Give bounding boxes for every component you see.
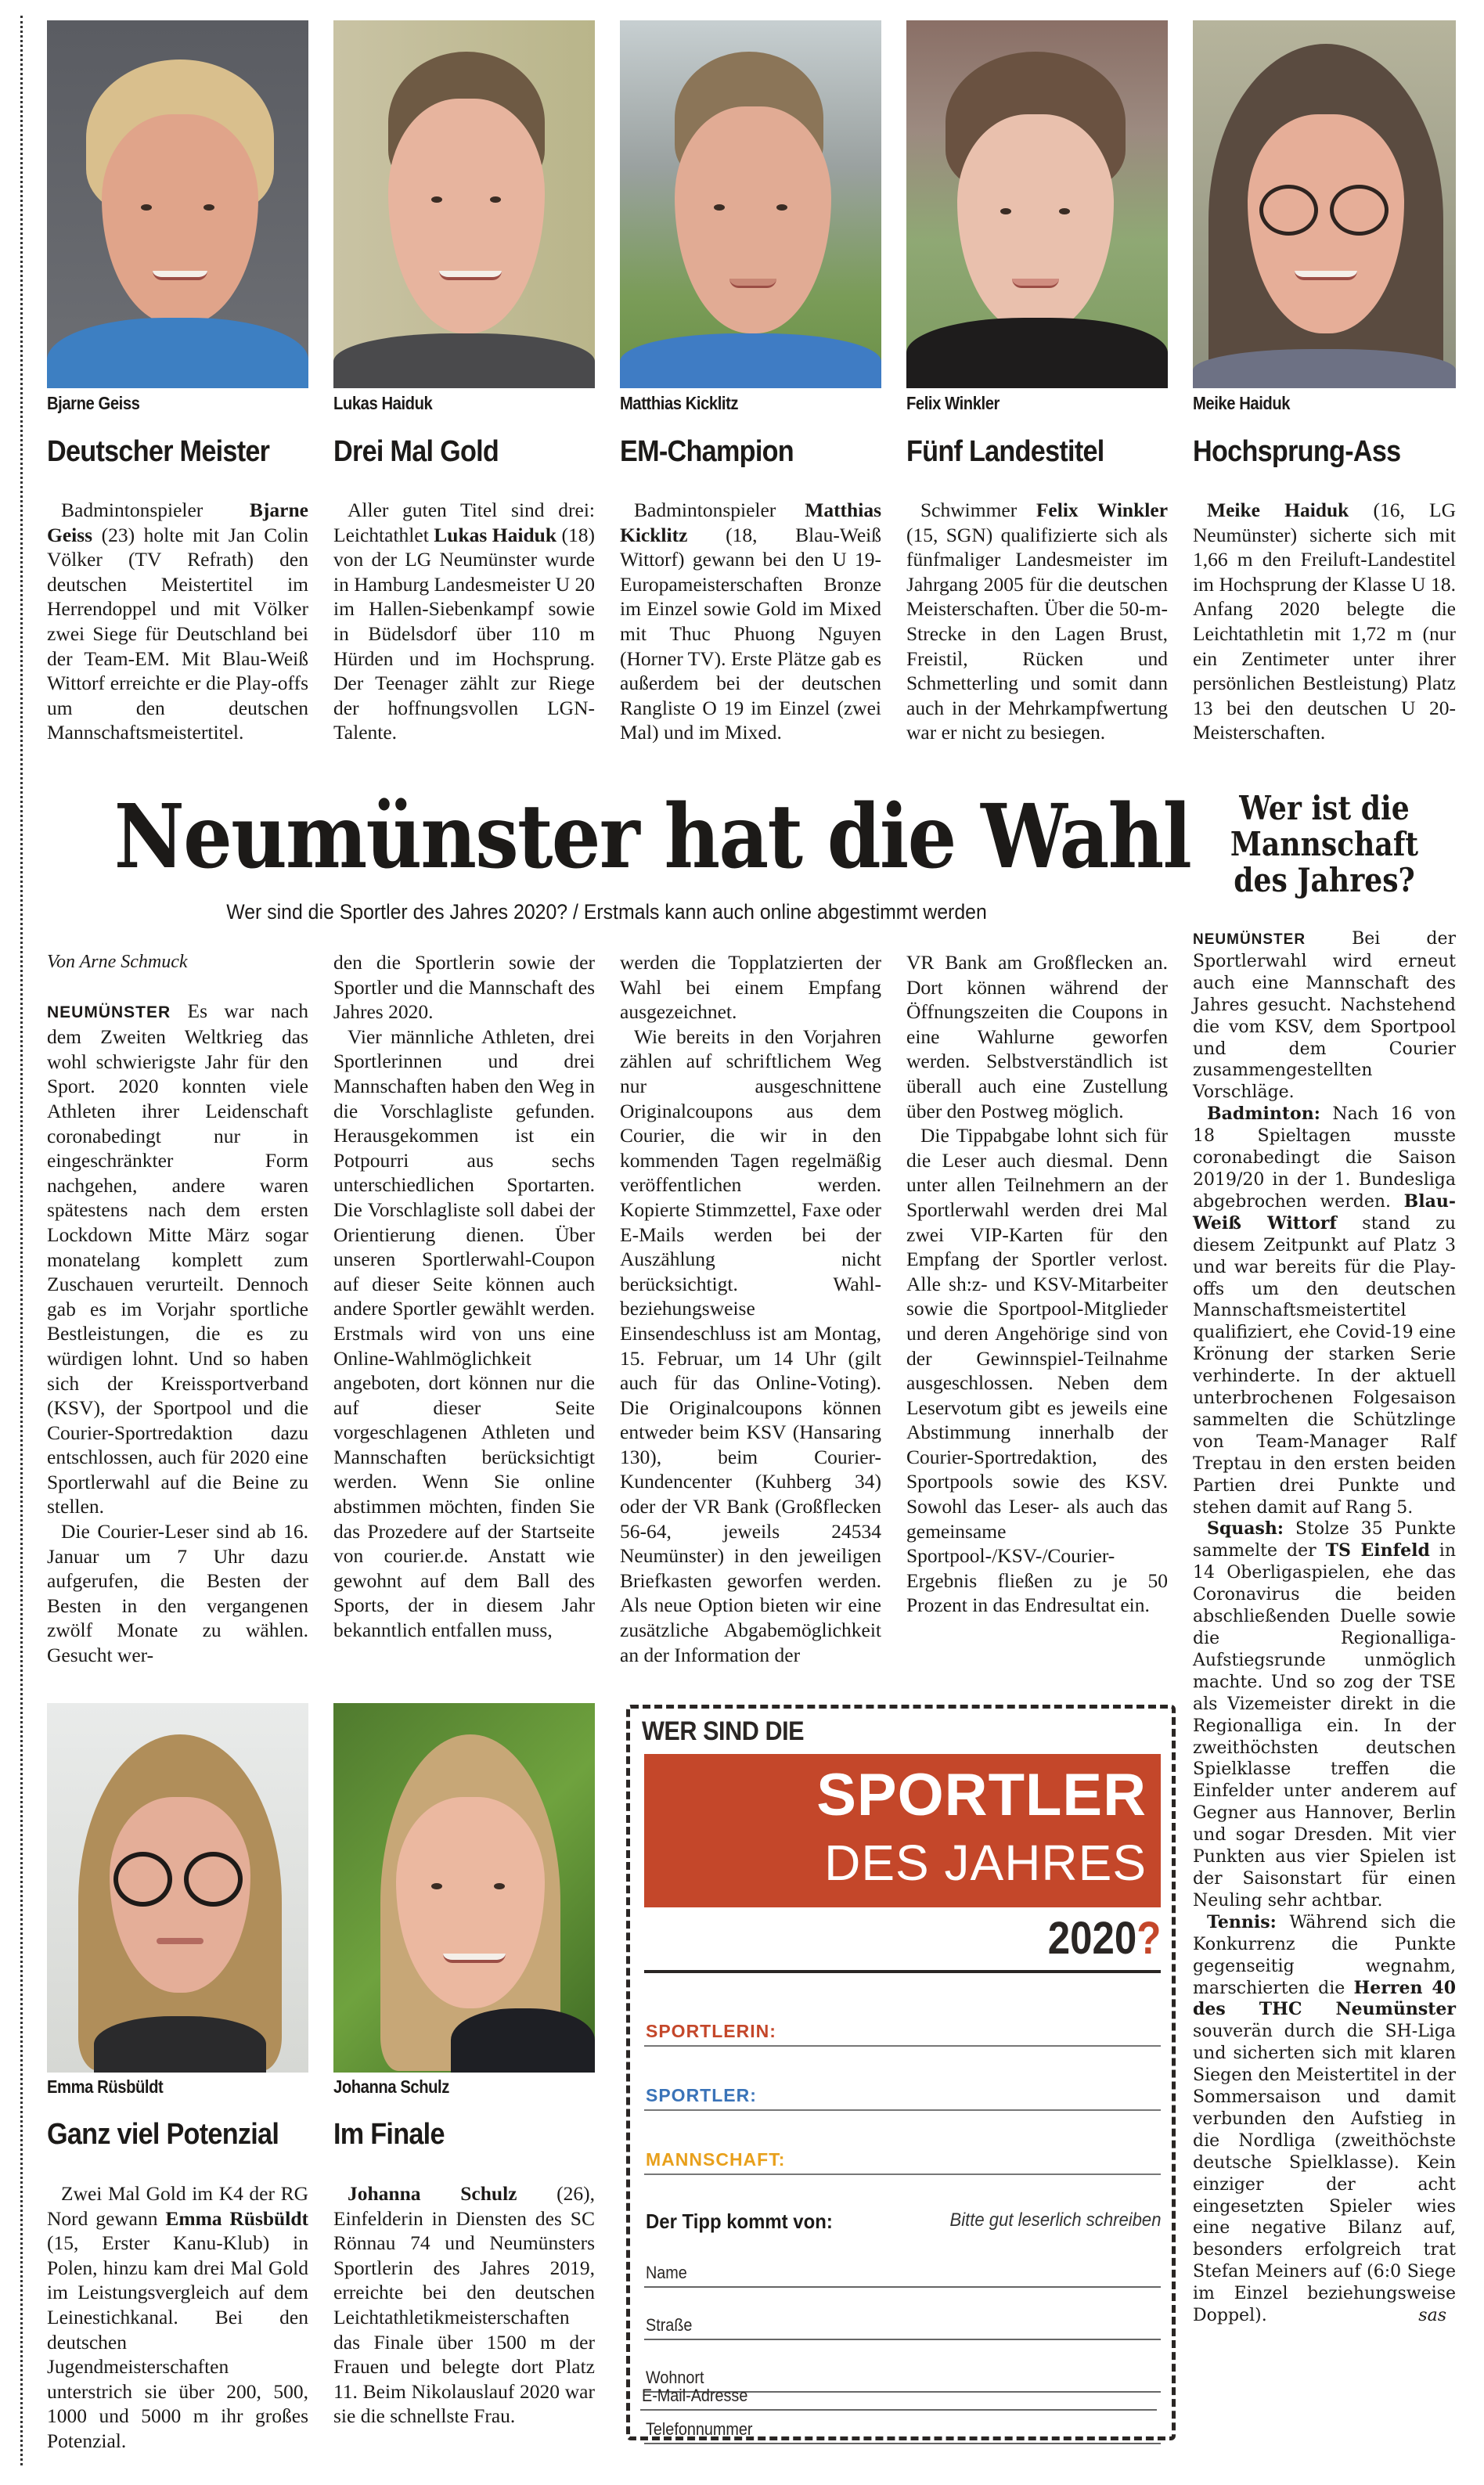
vote-field-sportler[interactable]: [644, 2080, 1161, 2111]
photo-bjarne-geiss: [47, 20, 308, 388]
photo-matthias-kicklitz: [620, 20, 881, 388]
coupon-banner-subtitle: DES JAHRES: [824, 1835, 1147, 1891]
photo-lukas-haiduk: [333, 20, 595, 388]
photo-caption: Bjarne Geiss: [47, 393, 140, 413]
photo-meike-haiduk: [1193, 20, 1456, 388]
field-name[interactable]: Name: [644, 2256, 1161, 2288]
coupon-divider: [644, 1970, 1161, 1973]
article-column-1: Von Arne Schmuck NEUMÜNSTER Es war nach dem Zweiten Weltkrieg das wohl schwierigste Jahr für den Sport. 2020 konnten viele Athleten ihrer Leidenschaft coronabedingt nur in eingeschränkter Form nachgehen, andere waren spätestens nach dem ersten Lockdown Mitte März sogar monatelang komplett zum Zuschauen verurteilt. Dennoch gab es im Vorjahr sportliche Bestleistungen, die es zu würdigen lohnt. Und so haben sich der Kreissportverband (KSV), der Sportpool und die Courier-Sportredaktion dazu entschlossen, auch für 2020 eine Sportlerwahl auf die Beine zu stellen. Die Courier-Leser sind ab 16. Januar um 7 Uhr dazu aufgerufen, die Besten der Besten in den vergangenen zwölf Monate zu wählen. Gesucht wer-: [47, 952, 308, 1667]
article-headline: Neumünster hat die Wahl: [113, 786, 1191, 888]
photo-caption: Johanna Schulz: [333, 2076, 449, 2097]
profile-headline: Ganz viel Potenzial: [47, 2118, 279, 2151]
vote-label: SPORTLERIN:: [646, 2021, 776, 2041]
article-column-3: werden die Topplatzierten der Wahl bei einem Empfang ausgezeichnet. Wie bereits in den Vorjahren zählen auf schriftlichem Weg nur ausgeschnittene Originalcoupons aus dem Courier, die wir in den kommenden Tagen regelmäßig veröffentlichen werden. Kopierte Stimmzettel, Faxe oder E-Mails werden bei der Auszählung nicht berücksichtigt. Wahl- beziehungsweise Einsendeschluss ist am Montag, 15. Februar, um 14 Uhr (gilt auch für das Online-Voting). Die Originalcoupons können entweder beim KSV (Hansaring 130), beim Courier-Kundencenter (Kuhberg 34) oder der VR Bank (Großflecken 56-64, jeweils 24534 Neumünster) in den jeweiligen Briefkasten geworfen werden. Als neue Option bieten wir eine zusätzliche Abgabemöglichkeit an der Information der: [620, 951, 881, 1666]
article-column-4: VR Bank am Großflecken an. Dort können während der Öffnungszeiten die Coupons in eine Wahlurne geworfen werden. Selbstverständlich ist überall auch eine Zustellung über den Postweg möglich. Die Tippabgabe lohnt sich für die Leser auch diesmal. Denn unter allen Teilnehmern an der Sportlerwahl werden drei Mal zwei VIP-Karten für den Empfang der Sportler verlost. Alle sh:z- und KSV-Mitarbeiter sowie die Sportpool-Mitglieder und deren Angehörige sind von der Gewinnspiel-Teilnahme ausgeschlossen. Neben dem Leservotum gibt es jeweils eine Abstimmung innerhalb der Courier-Sportredaktion, des Sportpools sowie des KSV. Sowohl das Leser- als auch das gemeinsame Sportpool-/KSV-/Courier-Ergebnis fließen zu je 50 Prozent in das Endresultat ein.: [906, 951, 1168, 1617]
field-email[interactable]: E-Mail-Adresse: [640, 2379, 1157, 2411]
tipp-hint: Bitte gut leserlich schreiben: [949, 2209, 1161, 2231]
coupon-kicker: WER SIND DIE: [642, 1716, 805, 1746]
profile-text: Aller guten Titel sind drei: Leichtathlet Lukas Haiduk (18) von der LG Neumünster wurde in Hamburg Landesmeister U 20 im Hallen-Siebenkampf sowie in Büdelsdorf über 110 m Hürden und im Hochsprung. Der Teenager zählt zur Riege der hoffnungsvollen LGN-Talente.: [333, 499, 596, 744]
field-phone[interactable]: Telefonnummer: [644, 2413, 1161, 2444]
byline: Von Arne Schmuck: [47, 952, 188, 972]
vote-field-sportlerin[interactable]: [644, 2015, 1161, 2047]
photo-caption: Meike Haiduk: [1193, 393, 1291, 413]
sidebar-text: NEUMÜNSTER Bei der Sportlerwahl wird erneut auch eine Mannschaft des Jahres gesucht. Nachstehend die vom KSV, dem Sportpool und dem Courier zusammengestellten Vorschläge. Badminton: Nach 16 von 18 Spieltagen musste coronabedingt die Saison 2019/20 in der 1. Bundesliga abgebrochen werden. Blau-Weiß Wittorf stand zu diesem Zeitpunkt auf Platz 3 und war bereits für die Play-offs um den deutschen Mannschaftsmeistertitel qualifiziert, ehe Covid-19 eine Krönung der starken Serie verhinderte. In der aktuell unterbrochenen Folgesaison sammelten die Schützlinge von Team-Manager Ralf Treptau in den ersten beiden Partien drei Punkte und stehen damit auf Rang 5. Squash: Stolze 35 Punkte sammelte der TS Einfeld in 14 Oberligaspielen, ehe das Coronavirus die beiden abschließenden Duelle sowie die Regionalliga-Aufstiegsrunde unmöglich machte. Und so zog der TSE als Vizemeister direkt in die Regionalliga ein. In der zweithöchsten deutschen Spielklasse treffen die Einfelder unter anderem auf Gegner aus Hannover, Berlin und sogar Dresden. Mit vier Punkten aus vier Spielen ist der Saisonstart für einen Neuling sehr achtbar. Tennis: Während sich die Konkurrenz die Punkte gegenseitig wegnahm, marschierten die Herren 40 des THC Neumünster souverän durch die SH-Liga und sicherten sich mit klaren Siegen den Meistertitel in der Sommersaison und damit verbunden den Aufstieg in die Nordliga (zweithöchste deutsche Spielklasse). Kein einziger der acht eingesetzten Spieler wies eine negative Bilanz auf, besonders erfolgreich trat Stefan Meiners auf (6:0 Siege im Einzel beziehungsweise Doppel). sas: [1193, 929, 1457, 2326]
photo-caption: Lukas Haiduk: [333, 393, 433, 413]
profile-text: Zwei Mal Gold im K4 der RG Nord gewann Emma Rüsbüldt (15, Erster Kanu-Klub) in Polen, hinzu kam drei Mal Gold im Leistungsvergleich auf dem Leinestichkanal. Bei den deutschen Jugendmeisterschaften unterstrich sie über 200, 500, 1000 und 5000 m ihr großes Potenzial.: [47, 2182, 308, 2452]
profile-text: Meike Haiduk (16, LG Neumünster) sicherte sich mit 1,66 m den Freiluft-Landestitel im Hochsprung der Klasse U 18. Anfang 2020 belegte die Leichtathletin mit 1,72 m (nur ein Zentimeter unter ihrer persönlichen Bestleistung) Platz 13 bei den deutschen U 20-Meisterschaften.: [1193, 499, 1457, 744]
profile-text: Johanna Schulz (26), Einfelderin in Diensten des SC Rönnau 74 und Neumünsters Sportlerin des Jahres 2019, erreichte bei den deutschen Leichtathletikmeisterschaften das Finale über 1500 m der Frauen und belegte dort Platz 11. Beim Nikolauslauf 2020 war sie die schnellste Frau.: [333, 2182, 596, 2428]
profile-headline: Deutscher Meister: [47, 435, 270, 468]
profile-headline: Im Finale: [333, 2118, 445, 2151]
profile-text: Badmintonspieler Bjarne Geiss (23) holte mit Jan Colin Völker (TV Refrath) den deutschen Meistertitel im Herrendoppel und mit Völker zwei Siege für Deutschland bei der Team-EM. Mit Blau-Weiß Wittorf erreichte er die Play-offs um den deutschen Mannschaftsmeistertitel.: [47, 499, 308, 744]
photo-caption: Emma Rüsbüldt: [47, 2076, 164, 2097]
profile-headline: Fünf Landestitel: [906, 435, 1104, 468]
sidebar-dateline: NEUMÜNSTER: [1193, 931, 1306, 948]
vote-label: MANNSCHAFT:: [646, 2149, 786, 2170]
photo-emma-ruesbueldt: [47, 1703, 308, 2073]
coupon-year: 2020?: [1047, 1913, 1161, 1964]
profile-text: Schwimmer Felix Winkler (15, SGN) qualifizierte sich als fünfmaliger Landesmeister im Jahrgang 2005 für die deutschen Meisterschaften. Über die 50-m-Strecke in den Lagen Brust, Freistil, Rücken und Schmetterling und somit dann auch in der Mehrkampfwertung war er nicht zu besiegen.: [906, 499, 1169, 744]
field-city[interactable]: Wohnort: [644, 2361, 1161, 2393]
coupon-banner-title: SPORTLER: [816, 1762, 1147, 1828]
coupon-banner: [644, 1754, 1161, 1907]
field-street[interactable]: Straße: [644, 2309, 1161, 2340]
sidebar-headline: Wer ist die Mannschaft des Jahres?: [1230, 789, 1419, 899]
dateline: NEUMÜNSTER: [47, 1003, 171, 1021]
voting-coupon: [626, 1705, 1176, 2440]
photo-caption: Felix Winkler: [906, 393, 1000, 413]
vote-label: SPORTLER:: [646, 2085, 757, 2105]
column-divider-dotted: [20, 16, 23, 2465]
tipp-header: [644, 2209, 1161, 2241]
photo-caption: Matthias Kicklitz: [620, 393, 739, 413]
photo-felix-winkler: [906, 20, 1168, 388]
profile-headline: Drei Mal Gold: [333, 435, 499, 468]
photo-johanna-schulz: [333, 1703, 595, 2073]
article-subhead: Wer sind die Sportler des Jahres 2020? / Erstmals kann auch online abgestimmt werden: [226, 900, 987, 924]
profile-headline: EM-Champion: [620, 435, 794, 468]
profile-text: Badmintonspieler Matthias Kicklitz (18, Blau-Weiß Wittorf) gewann bei den U 19-Europameisterschaften Bronze im Einzel sowie Gold im Mixed mit Thuc Phuong Nguyen (Horner TV). Erste Plätze gab es außerdem bei der deutschen Rangliste O 19 im Einzel (zwei Mal) und im Mixed.: [620, 499, 881, 744]
article-column-2: den die Sportlerin sowie der Sportler und die Mannschaft des Jahres 2020. Vier männliche Athleten, drei Sportlerinnen und drei Mannschaften haben den Weg in die Vorschlagliste gefunden. Herausgekommen ist ein Potpourri aus sechs unterschiedlichen Sportarten. Die Vorschlagliste soll dabei der Orientierung dienen. Über unseren Sportlerwahl-Coupon auf dieser Seite können auch andere Sportler gewählt werden. Erstmals wird von uns eine Online-Wahlmöglichkeit angeboten, dort können nur die auf dieser Seite vorgeschlagenen Athleten und Mannschaften berücksichtigt werden. Wenn Sie online abstimmen möchten, finden Sie das Prozedere auf der Startseite von courier.de. Anstatt wie gewohnt auf dem Ball des Sports, der in diesem Jahr bekanntlich entfallen muss,: [333, 951, 595, 1642]
question-mark-icon: ?: [1136, 1913, 1161, 1964]
tipp-label: Der Tipp kommt von:: [646, 2209, 833, 2233]
vote-field-mannschaft[interactable]: [644, 2144, 1161, 2175]
profile-headline: Hochsprung-Ass: [1193, 435, 1401, 468]
author-signature: sas: [1418, 2306, 1446, 2326]
